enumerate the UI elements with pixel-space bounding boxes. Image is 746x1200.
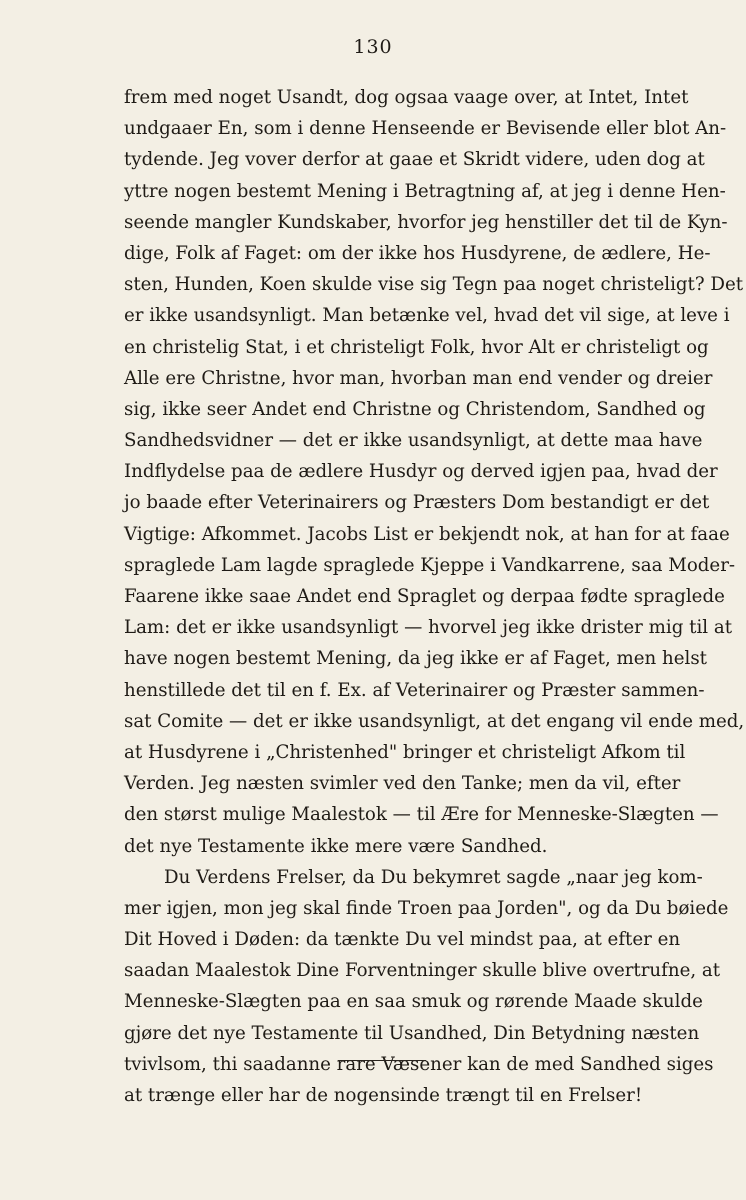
text-line: saadan Maalestok Dine Forventninger skulle blive overtrufne, at [124,960,721,982]
text-line: Vigtige: Afkommet. Jacobs List er bekjendt nok, at han for at faae [124,523,730,545]
text-line: tvivlsom, thi saadanne rare Væsener kan de med Sandhed siges [124,1053,714,1075]
text-line: mer igjen, mon jeg skal finde Troen paa Jorden", og da Du bøiede [124,897,729,919]
body-text [124,82,745,1111]
text-line: sten, Hunden, Koen skulde vise sig Tegn paa noget christeligt? Det [124,274,744,296]
paragraph-1 [124,82,745,862]
text-line: Faarene ikke saae Andet end Spraglet og derpaa fødte spraglede [124,586,725,607]
text-line: en christelig Stat, i et christeligt Folk, hvor Alt er christeligt og [124,336,709,358]
page-number: 130 [353,36,393,58]
text-line: gjøre det nye Testamente til Usandhed, Din Betydning næsten [124,1022,700,1044]
text-line: det nye Testamente ikke mere være Sandhed. [124,835,548,857]
text-line: sig, ikke seer Andet end Christne og Christendom, Sandhed og [124,398,706,420]
text-line: Indflydelse paa de ædlere Husdyr og derved igjen paa, hvad der [124,461,718,483]
text-line: Verden. Jeg næsten svimler ved den Tanke; men da vil, efter [124,773,681,795]
text-line: at Husdyrene i „Christenhed" bringer et christeligt Afkom til [124,741,686,763]
text-line: tydende. Jeg vover derfor at gaae et Skridt videre, uden dog at [124,149,705,171]
text-line: sat Comite — det er ikke usandsynligt, at det engang vil ende med, [124,710,745,732]
text-line: yttre nogen bestemt Mening i Betragtning af, at jeg i denne Hen- [124,180,726,202]
text-line: den størst mulige Maalestok — til Ære for Menneske-Slægten — [124,804,719,826]
text-line: Menneske-Slægten paa en saa smuk og rørende Maade skulde [124,991,703,1013]
text-line: dige, Folk af Faget: om der ikke hos Husdyrene, de ædlere, He- [124,242,711,264]
text-line: jo baade efter Veterinairers og Præsters Dom bestandigt er det [124,492,710,514]
text-line: seende mangler Kundskaber, hvorfor jeg henstiller det til de Kyn- [124,211,728,233]
text-line: at trænge eller har de nogensinde trængt til en Frelser! [124,1085,643,1106]
text-line: Alle ere Christne, hvor man, hvorban man end vender og dreier [124,367,713,389]
text-line: Sandhedsvidner — det er ikke usandsynligt, at dette maa have [124,430,703,452]
paragraph-2 [124,862,729,1112]
text-line: spraglede Lam lagde spraglede Kjeppe i Vandkarrene, saa Moder- [124,554,736,576]
text-line: Lam: det er ikke usandsynligt — hvorvel jeg ikke drister mig til at [124,617,733,639]
section-divider [338,1060,426,1061]
text-line: frem med noget Usandt, dog ogsaa vaage over, at Intet, Intet [124,87,689,108]
text-line: have nogen bestemt Mening, da jeg ikke er af Faget, men helst [124,648,707,670]
text-line: er ikke usandsynligt. Man betænke vel, hvad det vil sige, at leve i [124,305,730,327]
text-line: Du Verdens Frelser, da Du bekymret sagde „naar jeg kom- [164,866,703,888]
text-line: Dit Hoved i Døden: da tænkte Du vel mindst paa, at efter en [124,929,681,951]
text-line: henstillede det til en f. Ex. af Veterinairer og Præster sammen- [124,679,705,701]
text-line: undgaaer En, som i denne Henseende er Bevisende eller blot An- [124,118,727,140]
